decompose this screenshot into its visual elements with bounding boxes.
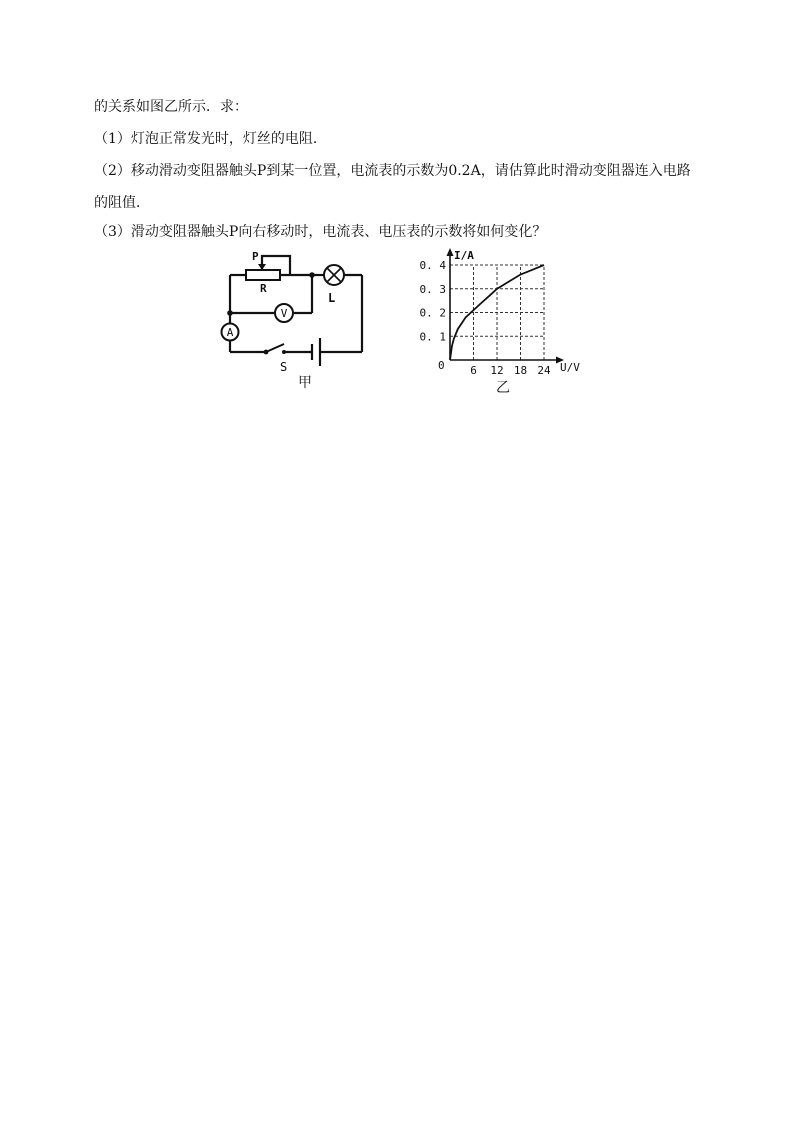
x-axis-label: U/V [560,361,580,374]
junction-right [309,272,315,278]
ammeter-label: A [226,326,234,339]
x-tick-label: 12 [490,364,504,377]
switch-label: S [280,360,288,374]
iu-graph [420,246,600,396]
ammeter-icon [222,324,239,341]
y-axis-label: I/A [454,249,474,262]
slider-label: P [252,250,259,263]
voltmeter-icon [275,304,293,322]
y-axis-arrow-icon [447,248,454,256]
switch-icon [264,344,286,354]
y-tick-label: 0. 4 [420,259,446,272]
circuit-diagram [214,246,384,396]
question-item-3: （3）滑动变阻器触头P向右移动时，电流表、电压表的示数将如何变化？ [94,224,547,240]
x-tick-label: 18 [513,364,528,377]
figure-caption-yi: 乙 [496,380,510,396]
question-line-intro: 的关系如图乙所示．求： [94,99,248,115]
y-tick-label: 0. 3 [420,282,446,296]
y-tick-label: 0. 1 [420,330,446,344]
question-item-2: （2）移动滑动变阻器触头P到某一位置，电流表的示数为0.2A，请估算此时滑动变阻器连入电路 [94,163,691,179]
voltmeter-label: V [280,307,288,320]
origin-label: 0 [438,359,445,372]
y-tick-label: 0. 2 [420,306,446,320]
x-tick-label: 6 [470,364,477,377]
battery-icon [312,338,326,366]
lamp-label: L [328,291,336,305]
x-tick-label: 24 [537,364,551,377]
rheostat [246,270,280,280]
figure-caption-jia: 甲 [298,375,312,391]
lamp-icon [324,265,344,285]
rheostat-label: R [260,282,267,295]
question-item-2-continued: 的阻值． [94,195,150,211]
graph-grid [450,265,544,360]
junction-left [227,310,233,316]
question-item-1: （1）灯泡正常发光时，灯丝的电阻． [94,131,327,147]
